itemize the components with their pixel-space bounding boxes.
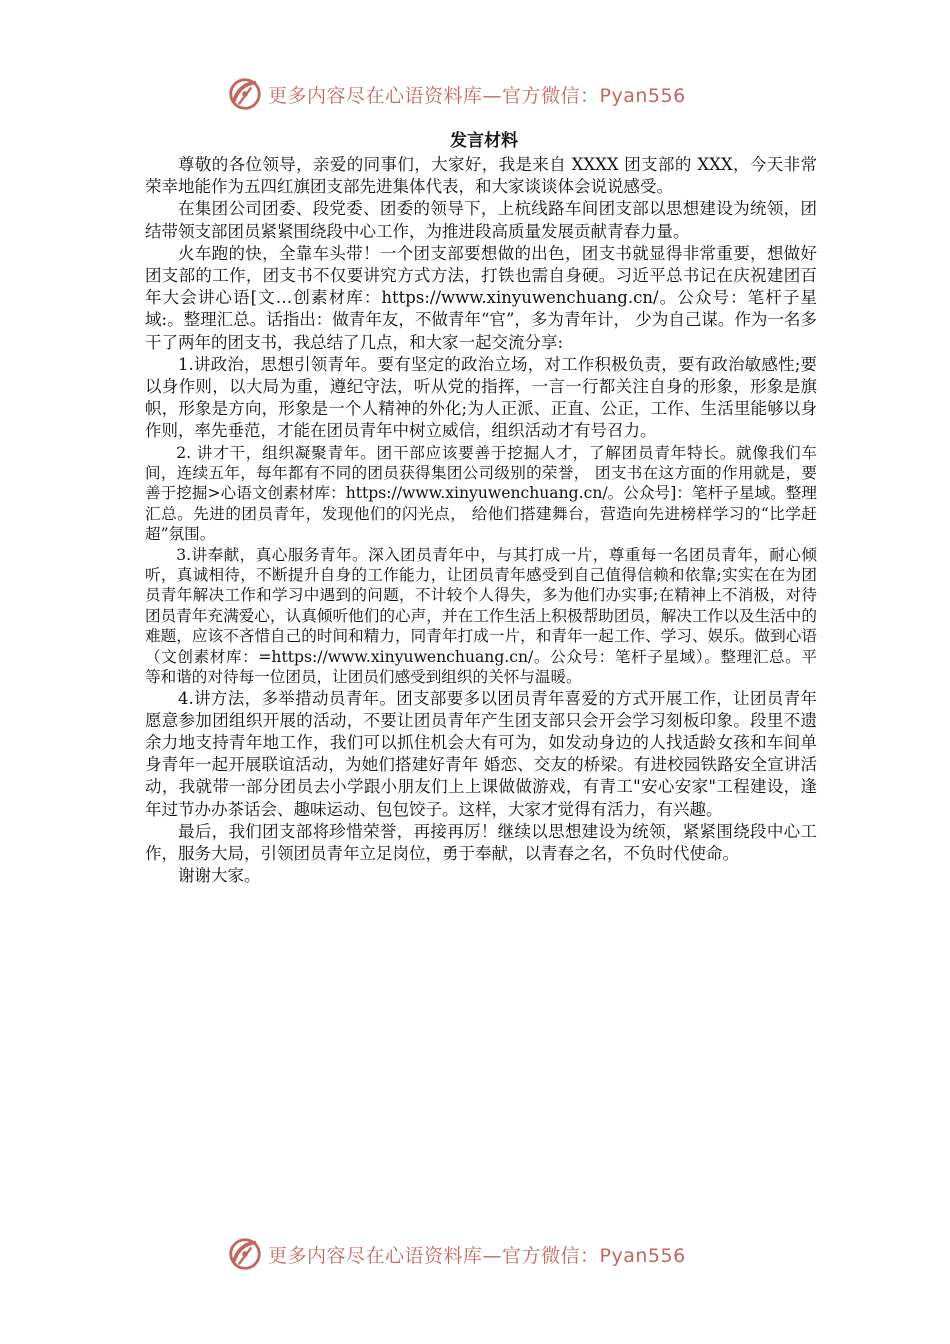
watermark-text: 更多内容尽在心语资料库—官方微信：Pyan556: [268, 1244, 686, 1267]
paragraph-intro: 在集团公司团委、段党委、团委的领导下，上杭线路车间团支部以思想建设为统领，团结带领支部团员紧紧围绕段中心工作，为推进段高质量发展贡献青春力量。: [145, 199, 817, 241]
paragraph-point-4: 4.讲方法，多举措动员青年。团支部要多以团员青年喜爱的方式开展工作，让团员青年愿意参加团组织开展的活动，不要让团员青年产生团支部只会开会学习刻板印象。段里不遗余力地支持青年地工作，我们可以抓住机会大有可为，如发动身边的人找适龄女孩和车间单身青年一起开展联谊活动，为她们搭建好青年 婚恋、交友的桥梁。有进校园铁路安全宣讲活动，我就带一部分团员去小学跟小朋友们上上课做做游戏，有青工"安心安家"工程建设，逢年过节办办茶话会、趣味运动、包包饺子。这样，大家才觉得有活力，有兴趣。: [145, 688, 817, 819]
paragraph-point-2: 2. 讲才干，组织凝聚青年。团干部应该要善于挖掘人才，了解团员青年特长。就像我们车间，连续五年，每年都有不同的团员获得集团公司级别的荣誉， 团支书在这方面的作用就是，要善于挖掘>心语文创素材库：https://www.xinyuwenchuang.cn/。公众号]：笔杆子星域。整理汇总。先进的团员青年，发现他们的闪光点， 给他们搭建舞台，营造向先进榜样学习的“比学赶超”氛围。: [145, 443, 817, 544]
paragraph-point-1: 1.讲政治，思想引领青年。要有坚定的政治立场，对工作积极负责，要有政治敏感性;要以身作则，以大局为重，遵纪守法，听从党的指挥，一言一行都关注自身的形象，形象是旗帜，形象是方向，形象是一个人精神的外化;为人正派、正直、公正，工作、生活里能够以身作则，率先垂范，才能在团员青年中树立威信，组织活动才有号召力。: [145, 354, 817, 441]
paragraph-greeting: 尊敬的各位领导，亲爱的同事们，大家好，我是来自 XXXX 团支部的 XXX，今天非常荣幸地能作为五四红旗团支部先进集体代表，和大家谈谈体会说说感受。: [145, 155, 817, 197]
brand-logo-icon: [226, 1235, 264, 1273]
paragraph-thanks: 谢谢大家。: [178, 866, 261, 886]
header-watermark: [226, 74, 686, 114]
document-body: [145, 128, 817, 887]
paragraph-point-3: 3.讲奉献，真心服务青年。深入团员青年中，与其打成一片，尊重每一名团员青年，耐心倾听，真诚相待，不断提升自身的工作能力，让团员青年感受到自己值得信赖和依靠;实实在在为团员青年解决工作和学习中遇到的问题，不计较个人得失，多为他们办实事;在精神上不消极，对待团员青年充满爱心，认真倾听他们的心声，并在工作生活上积极帮助团员，解决工作以及生活中的难题，应该不吝惜自己的时间和精力，同青年打成一片，和青年一起工作、学习、娱乐。做到心语（文创素材库：=https://www.xinyuwenchuang.cn/。公众号：笔杆子星域）。整理汇总。平等和谐的对待每一位团员，让团员们感受到组织的关怀与温暖。: [145, 545, 817, 687]
footer-watermark: [226, 1234, 686, 1274]
document-title: 发言材料: [450, 131, 518, 151]
paragraph-closing: 最后，我们团支部将珍惜荣誉，再接再厉！继续以思想建设为统领，紧紧围绕段中心工作，服务大局，引领团员青年立足岗位，勇于奉献，以青春之名，不负时代使命。: [145, 821, 817, 863]
brand-logo-icon: [226, 75, 264, 113]
paragraph-leader: 火车跑的快，全靠车头带！一个团支部要想做的出色，团支书就显得非常重要，想做好团支部的工作，团支书不仅要讲究方式方法，打铁也需自身硬。习近平总书记在庆祝建团百年大会讲心语[文…创素材库：https://www.xinyuwenchuang.cn/。公众号：笔杆子星域:。整理汇总。话指出：做青年友，不做青年“官”，多为青年计， 少为自己谋。作为一名多干了两年的团支书，我总结了几点，和大家一起交流分享:: [145, 243, 817, 352]
watermark-text: 更多内容尽在心语资料库—官方微信：Pyan556: [268, 84, 686, 107]
